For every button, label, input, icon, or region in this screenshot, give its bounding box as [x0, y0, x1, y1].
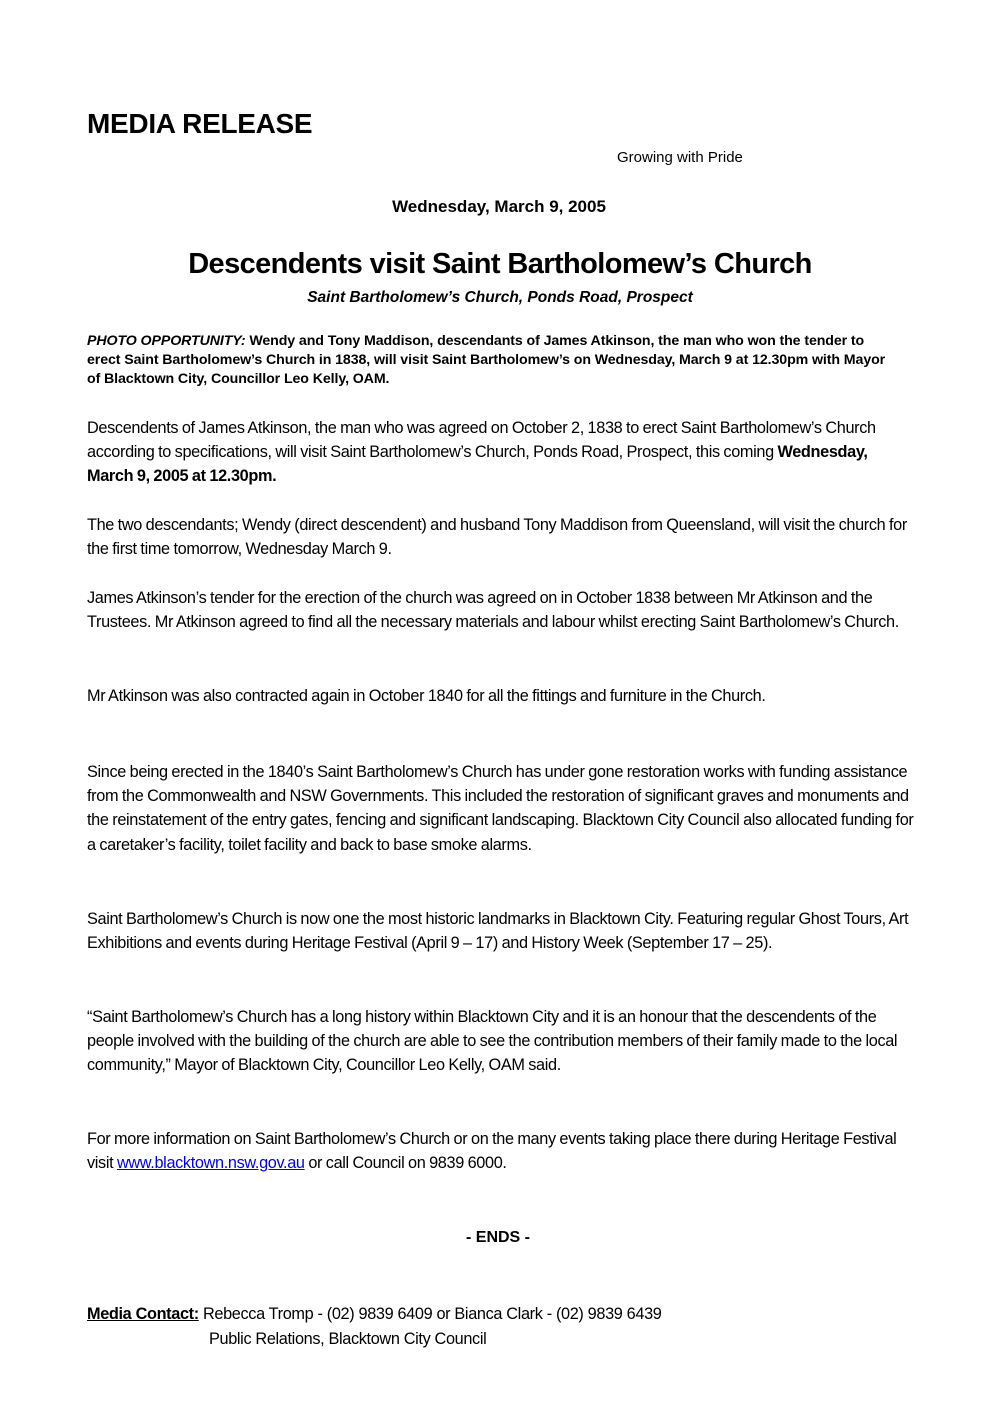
release-date [0, 197, 1000, 217]
photo-opportunity [87, 332, 887, 389]
photo-opportunity-text: Wendy and Tony Maddison, descendants of James Atkinson, the man who won the tender to erect Saint Bartholomew’s Church in 1838, will visit Saint Bartholomew’s on Wednesday, March 9 at 12.30pm with Mayor of Blacktown City, Councillor Leo Kelly, OAM. [87, 333, 886, 387]
paragraph-6: Saint Bartholomew’s Church is now one the most historic landmarks in Blacktown City. Featuring regular Ghost Tours, Art Exhibitions and events during Heritage Festival (April 9 – 17) and History Week (September 17 – 25). [87, 910, 909, 953]
paragraph-1-text: Descendents of James Atkinson, the man who was agreed on October 2, 1838 to erect Saint Bartholomew’s Church according to specifications, will visit Saint Bartholomew’s Church, Ponds Road, Prospect, this coming [87, 419, 876, 462]
media-contact [87, 1302, 661, 1351]
ends-text: - ENDS - [466, 1229, 530, 1246]
media-contact-organization: Public Relations, Blacktown City Council [209, 1329, 487, 1348]
council-website-link[interactable]: www.blacktown.nsw.gov.au [116, 1154, 305, 1173]
media-contact-details: Rebecca Tromp - (02) 9839 6409 or Bianca Clark - (02) 9839 6439 [198, 1305, 662, 1323]
paragraph-8-text: For more information on Saint Bartholomew’s Church or on the many events taking place there during Heritage Festival visit [87, 1130, 897, 1173]
paragraph-2: The two descendants; Wendy (direct descendent) and husband Tony Maddison from Queensland, will visit the church for the first time tomorrow, Wednesday March 9. [87, 516, 907, 559]
tagline: Growing with Pride [617, 149, 743, 166]
paragraph-5: Since being erected in the 1840’s Saint Bartholomew’s Church has under gone restoration works with funding assistance from the Commonwealth and NSW Governments. This included the restoration of significant graves and monuments and the reinstatement of the entry gates, fencing and significant landscaping. Blacktown City Council also allocated funding for a caretaker’s facility, toilet facility and back to base smoke alarms. [87, 763, 914, 854]
paragraph-8-text-end: or call Council on 9839 6000. [304, 1154, 507, 1173]
paragraph-1 [87, 416, 917, 489]
paragraph-3: James Atkinson’s tender for the erection of the church was agreed on in October 1838 between Mr Atkinson and the Trustees. Mr Atkinson agreed to find all the necessary materials and labour whilst erecting Saint Bartholomew’s Church. [87, 589, 899, 632]
paragraph-7: “Saint Bartholomew’s Church has a long history within Blacktown City and it is an honour that the descendents of the people involved with the building of the church are able to see the contribution members of their family made to the local community,” Mayor of Blacktown City, Councillor Leo Kelly, OAM said. [87, 1008, 898, 1075]
ends-marker [0, 1229, 1000, 1247]
subheadline: Saint Bartholomew’s Church, Ponds Road, Prospect [307, 289, 693, 306]
headline: Descendents visit Saint Bartholomew’s Church [188, 248, 812, 280]
paragraph-8 [87, 1127, 917, 1175]
release-date-text: Wednesday, March 9, 2005 [392, 197, 606, 216]
photo-opportunity-label: PHOTO OPPORTUNITY: [87, 333, 246, 349]
paragraph-4: Mr Atkinson was also contracted again in October 1840 for all the fittings and furniture in the Church. [87, 687, 766, 705]
document-title: MEDIA RELEASE [87, 108, 313, 139]
media-contact-label: Media Contact: [87, 1305, 199, 1323]
event-datetime: Wednesday, March 9, 2005 at 12.30pm. [87, 443, 868, 486]
